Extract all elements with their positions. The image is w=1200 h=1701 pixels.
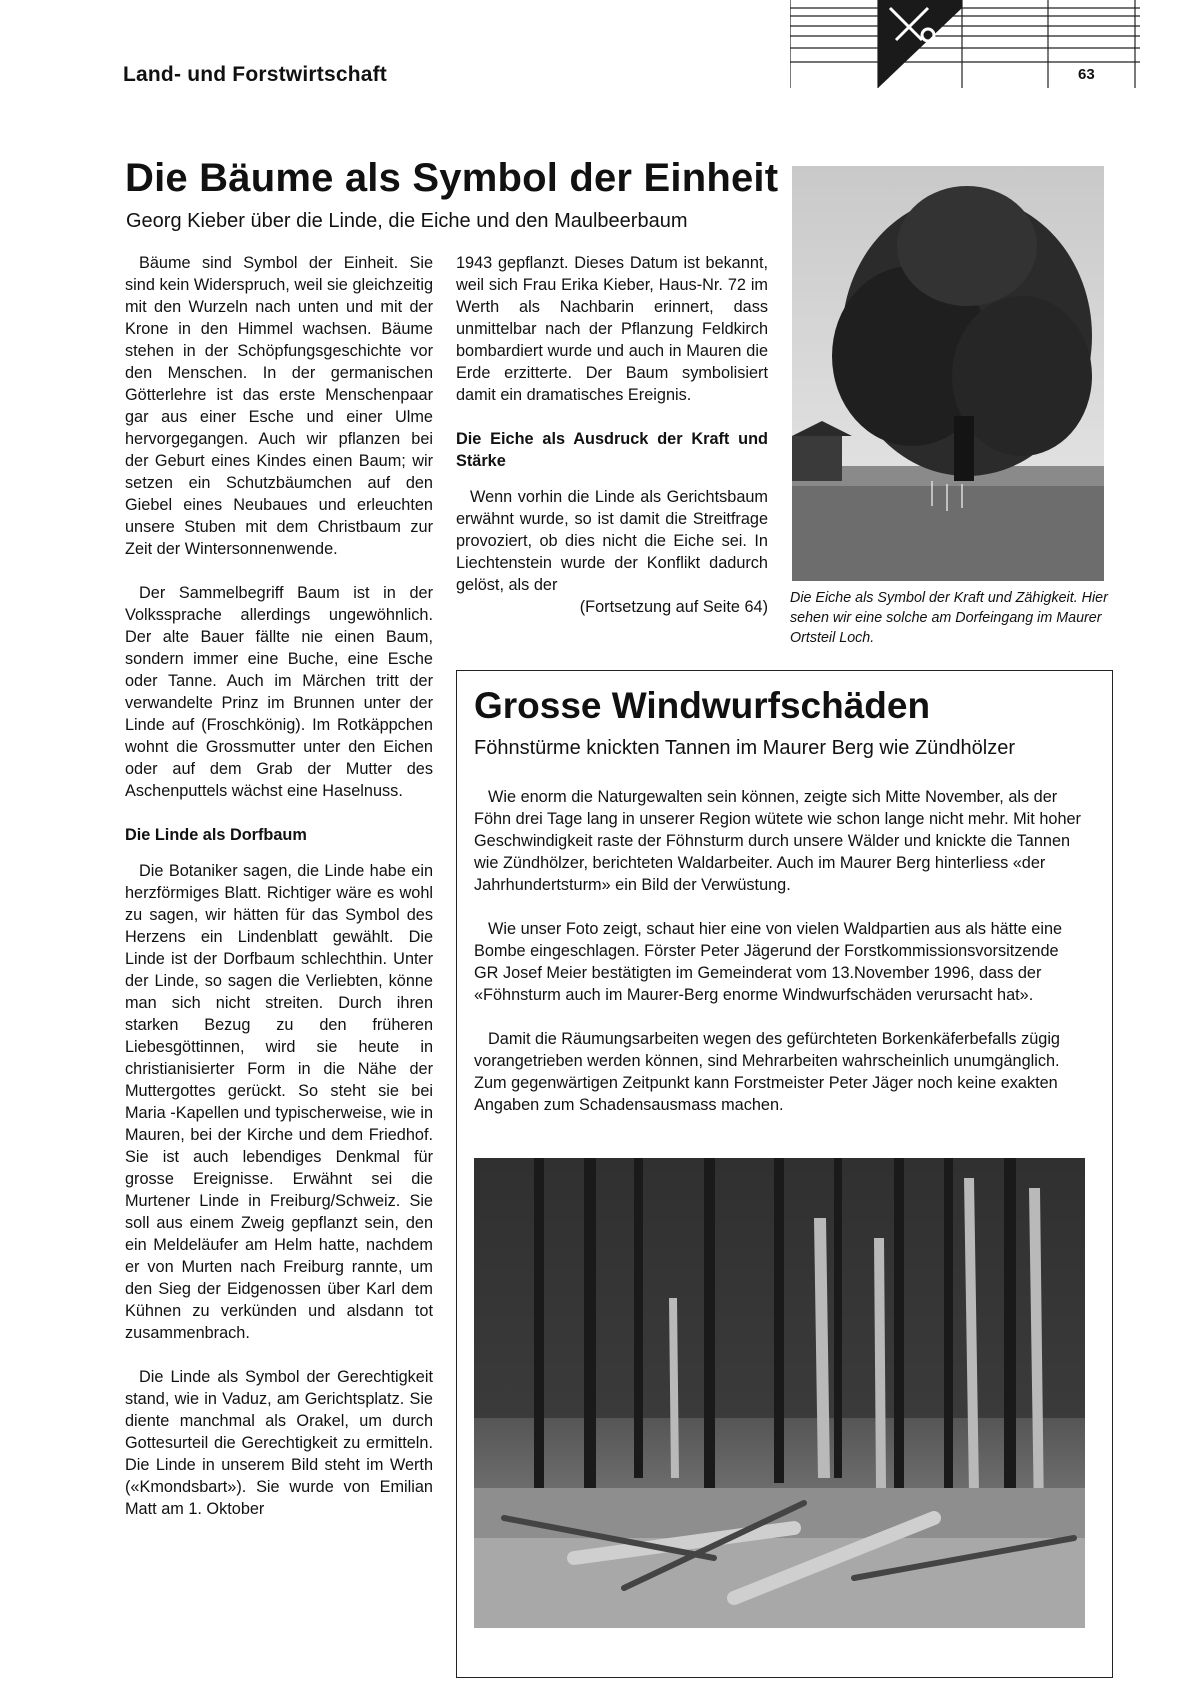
article-subtitle: Georg Kieber über die Linde, die Eiche und den Maulbeerbaum	[126, 210, 688, 232]
paragraph: Der Sammelbegriff Baum ist in der Volkssprache allerdings ungewöhnlich. Der alte Bauer fällte nie einen Baum, sondern immer eine Buche, eine Esche oder Tanne. Auch im Märchen tritt der verwandelte Prinz im Brunnen unter der Linde auf (Froschkönig). Im Rotkäppchen wohnt die Grossmutter unter den Eichen oder auf dem Grab der Mutter des Aschenputtels wächst eine Haselnuss.	[125, 584, 433, 800]
section-heading: Die Eiche als Ausdruck der Kraft und Stärke	[456, 430, 768, 470]
paragraph: Wie enorm die Naturgewalten sein können, zeigte sich Mitte November, als der Föhn drei Tage lang in unserer Region wütete wie schon lange nicht mehr. Mit hoher Geschwindigkeit raste der Föhnsturm durch unsere Wälder und knickte die Tannen wie Zündhölzer, berichteten Waldarbeiter. Auch im Maurer Berg hinterliess «der Jahrhundertsturm» ein Bild der Verwüstung.	[474, 788, 1081, 894]
paragraph: Wenn vorhin die Linde als Gerichtsbaum erwähnt wurde, so ist damit die Streitfrage provoziert, ob dies nicht die Eiche sei. In Liechtenstein wurde der Konflikt dadurch gelöst, als der	[456, 488, 768, 594]
paragraph: Die Linde als Symbol der Gerechtigkeit stand, wie in Vaduz, am Gerichtsplatz. Sie diente manchmal als Orakel, um durch Gottesurteil die Gerechtigkeit zu ermitteln. Die Linde in unserem Bild steht im Werth («Kmondsbart»). Sie wurde von Emilian Matt am 1. Oktober	[125, 1368, 433, 1518]
article-column-1	[125, 252, 433, 1520]
section-title: Land- und Forstwirtschaft	[123, 63, 387, 86]
paragraph: 1943 gepflanzt. Dieses Datum ist bekannt, weil sich Frau Erika Kieber, Haus-Nr. 72 im Werth als Nachbarin erinnert, dass unmittelbar nach der Pflanzung Feldkirch bombardiert wurde und auch in Mauren die Erde erzitterte. Der Baum symbolisiert damit ein dramatisches Ereignis.	[456, 254, 768, 404]
paragraph: Die Botaniker sagen, die Linde habe ein herzförmiges Blatt. Richtiger wäre es wohl zu sagen, wir hätten für das Symbol des Herzens ein Lindenblatt gewählt. Die Linde ist der Dorfbaum schlechthin. Unter der Linde, so sagen die Verliebten, könne man sich nicht streiten. Durch ihren starken Bezug zu den früheren Liebesgöttinnen, wird sie heute in christianisierter Form in die Nähe der Muttergottes gerückt. So steht sie bei Maria -Kapellen und typischerweise, wie in Mauren, bei der Kirche und dem Friedhof. Sie ist auch lebendiges Denkmal für grosse Ereignisse. Erwähnt sei die Murtener Linde in Freiburg/Schweiz. Sie soll aus einem Zweig gepflanzt sein, den ein Meldeläufer am Helm hatte, nachdem er von Murten nach Freiburg rannte, um den Sieg der Eidgenossen über Karl dem Kühnen zu verkünden und alsdann tot zusammenbrach.	[125, 862, 433, 1342]
oak-tree-photo	[792, 166, 1104, 581]
paragraph: Damit die Räumungsarbeiten wegen des gefürchteten Borkenkäferbefalls zügig vorangetrieben werden können, sind Mehrarbeiten wahrscheinlich unumgänglich. Zum gegenwärtigen Zeitpunkt kann Forstmeister Peter Jäger noch keine exakten Angaben zum Schadensausmass machen.	[474, 1030, 1060, 1114]
article-column-2	[456, 252, 768, 618]
boxed-article-title: Grosse Windwurfschäden	[474, 685, 931, 726]
section-heading: Die Linde als Dorfbaum	[125, 826, 307, 844]
boxed-article-subtitle: Föhnstürme knickten Tannen im Maurer Berg wie Zündhölzer	[474, 737, 1015, 759]
continuation-note: (Fortsetzung auf Seite 64)	[579, 598, 768, 616]
photo-caption: Die Eiche als Symbol der Kraft und Zähigkeit. Hier sehen wir eine solche am Dorfeingang im Maurer Ortsteil Loch.	[790, 590, 1108, 646]
paragraph: Bäume sind Symbol der Einheit. Sie sind kein Widerspruch, weil sie gleichzeitig mit den Wurzeln nach unten und mit der Krone in den Himmel wachsen. Bäume stehen in der Schöpfungsgeschichte vor den Menschen. In der germanischen Götterlehre ist das erste Menschenpaar gar aus einer Esche und einer Ulme hervorgegangen. Auch wir pflanzen bei der Geburt eines Kindes einen Baum; wir setzen ein Schutzbäumchen auf den Giebel eines Neubaues und erleuchten unsere Stuben mit dem Christbaum zur Zeit der Wintersonnenwende.	[125, 254, 433, 558]
paragraph: Wie unser Foto zeigt, schaut hier eine von vielen Waldpartien aus als hätte eine Bombe eingeschlagen. Förster Peter Jägerund der Forstkommissionsvorsitzende GR Josef Meier bestätigten im Gemeinderat vom 13.November 1996, dass der «Föhnsturm auch im Maurer-Berg enorme Windwurfschäden verursacht hat».	[474, 920, 1063, 1004]
article-title: Die Bäume als Symbol der Einheit	[125, 156, 779, 200]
windthrow-forest-photo	[474, 1158, 1085, 1628]
page-number: 63	[1078, 66, 1095, 83]
boxed-article-body	[474, 786, 1086, 1116]
